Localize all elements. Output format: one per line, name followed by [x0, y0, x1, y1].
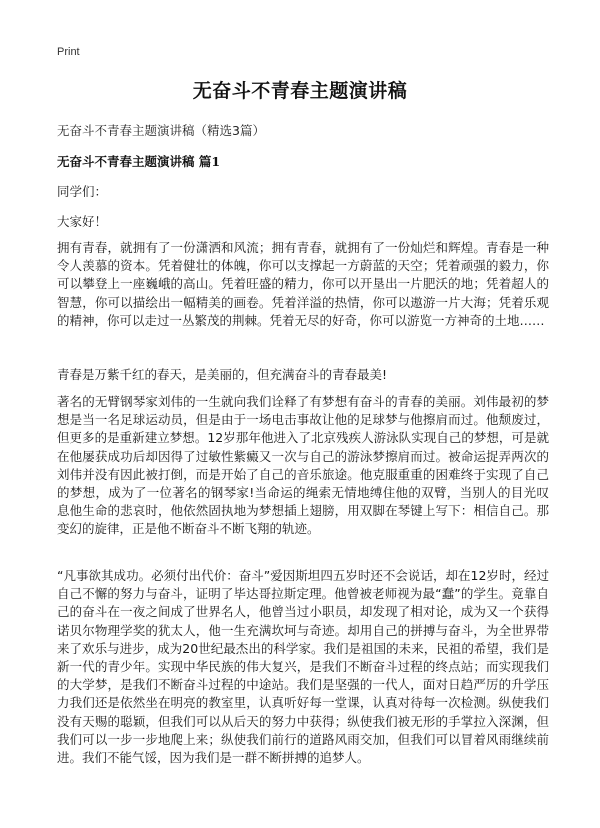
paragraph-spring: 青春是万紫千红的春天，是美丽的，但充满奋斗的青春最美! — [57, 367, 388, 382]
paragraph-liu-wei: 著名的无臂钢琴家刘伟的一生就向我们诠释了有梦想有奋斗的青春的美丽。刘伟最初的梦想是当一名足球运动员，但是由于一场电击事故让他的足球梦与他擦肩而过。他颓废过，但更多的是重新建立梦想。12岁那年他进入了北京残疾人游泳队实现自己的梦想，可是就在他屡获成功后却因得了过敏性紫癜又一次与自己的游泳梦擦肩而过。被命运捉弄两次的刘伟并没有因此被打倒，而是开始了自己的音乐旅途。他克服重重的困难终于实现了自己的梦想，成为了一位著名的钢琴家!当命运的绳索无情地缚住他的双臂，当别人的目光叹息他生命的悲哀时，他依然固执地为梦想插上翅膀，用双脚在琴键上写下：相信自己。那变幻的旋律，正是他不断奋斗不断飞翔的轨迹。 — [57, 394, 549, 537]
print-label: Print — [57, 46, 80, 58]
document-subtitle: 无奋斗不青春主题演讲稿（精选3篇） — [57, 123, 265, 138]
greeting-classmates: 同学们： — [57, 184, 108, 199]
section-title: 无奋斗不青春主题演讲稿 篇1 — [57, 154, 221, 169]
paragraph-youth: 拥有青春，就拥有了一份潇洒和风流；拥有青春，就拥有了一份灿烂和辉煌。青春是一种令人羡慕的资本。凭着健壮的体魄，你可以支撑起一方蔚蓝的天空；凭着顽强的毅力，你可以攀登上一座巍峨的高山。凭着旺盛的精力，你可以开垦出一片肥沃的地；凭着超人的智慧，你可以描绘出一幅精美的画卷。凭着洋溢的热情，你可以遨游一片大海；凭着乐观的精神，你可以走过一丛繁茂的荆棘。凭着无尽的好奇，你可以游览一方神奇的土地…… — [57, 240, 549, 328]
greeting-hello: 大家好！ — [57, 214, 108, 229]
document-title: 无奋斗不青春主题演讲稿 — [192, 80, 408, 102]
paragraph-einstein: “凡事欲其成功。必须付出代价：奋斗”爱因斯坦四五岁时还不会说话，却在12岁时，经过自己不懈的努力与奋斗，证明了毕达哥拉斯定理。他曾被老师视为最“蠢”的学生。竟靠自己的奋斗在一夜之间成了世界名人，他曾当过小职员，却发现了相对论，成为又一个获得诺贝尔物理学奖的犹太人，他一生充满坎坷与奇迹。却用自己的拼搏与奋斗，为全世界带来了欢乐与进步，成为20世纪最杰出的科学家。我们是祖国的未来，民祖的希望，我们是新一代的青少年。实现中华民族的伟大复兴，是我们不断奋斗过程的终点站；而实现我们的大学梦，是我们不断奋斗过程的中途站。我们是坚强的一代人，面对日趋严厉的升学压力我们还是依然坐在明亮的教室里，认真听好每一堂课，认真对待每一次检测。纵使我们没有天赐的聪颖，但我们可以从后天的努力中获得；纵使我们被无形的手掌拉入深渊，但我们可以一步一步地爬上来；纵使我们前行的道路风雨交加，但我们可以冒着风雨继续前进。我们不能气馁，因为我们是一群不断拼搏的追梦人。 — [57, 568, 549, 766]
